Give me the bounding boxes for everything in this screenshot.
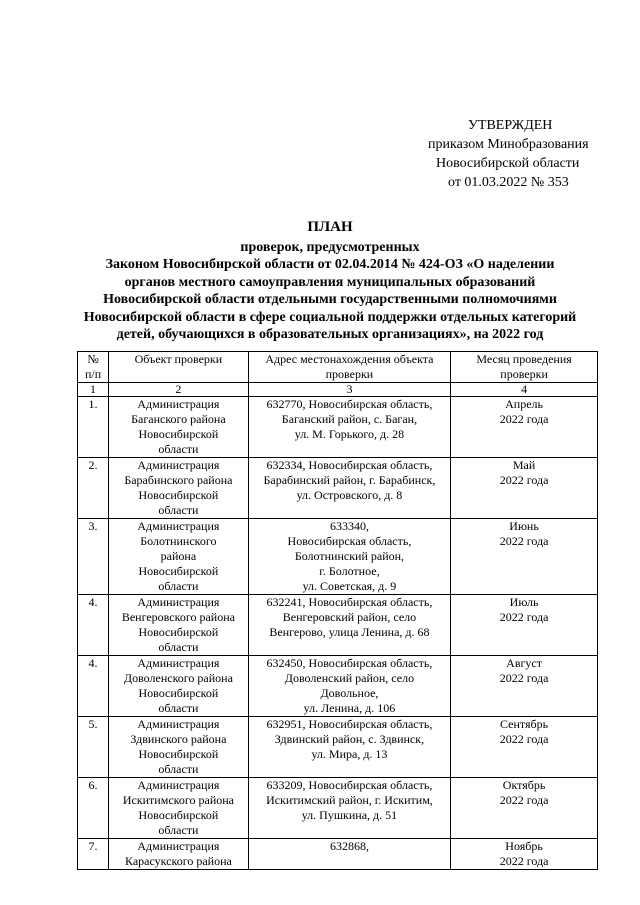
row-month: [451, 778, 598, 839]
header-num: [78, 352, 109, 383]
row-address: [248, 595, 450, 656]
row-month-line: Июнь: [509, 519, 539, 533]
row-month: [451, 519, 598, 595]
row-object: [109, 656, 249, 717]
row-address-line: 633340,: [329, 519, 369, 533]
row-month-line: Август: [506, 656, 542, 670]
row-object-line: Администрация: [137, 778, 220, 792]
table-row: [78, 397, 598, 458]
header-month-line: Месяц проведения: [476, 352, 572, 366]
row-address-line: Новосибирская область,: [287, 534, 412, 548]
row-object-line: Новосибирской: [138, 686, 219, 700]
table-body: [78, 397, 598, 870]
row-object-line: Баганского района: [131, 412, 226, 426]
row-number: 1.: [78, 397, 109, 458]
row-object-line: района: [160, 549, 197, 563]
row-month-line: Апрель: [505, 397, 543, 411]
title-line: Новосибирской области отдельными государственными полномочиями: [103, 292, 557, 307]
row-object: [109, 458, 249, 519]
row-object-line: Новосибирской: [138, 625, 219, 639]
row-object-line: области: [158, 503, 199, 517]
header-address-line: проверки: [325, 367, 374, 381]
row-address: [248, 717, 450, 778]
row-address-line: Барабинский район, г. Барабинск,: [263, 473, 436, 487]
row-month: [451, 839, 598, 870]
row-number: 5.: [78, 717, 109, 778]
row-month: [451, 595, 598, 656]
row-object-line: Новосибирской: [138, 488, 219, 502]
row-object-line: области: [158, 701, 199, 715]
row-month-line: 2022 года: [499, 534, 549, 548]
header-address: [248, 352, 450, 383]
row-address-line: ул. Мира, д. 13: [311, 747, 388, 761]
title-line: Новосибирской области в сфере социальной поддержки отдельных категорий: [83, 309, 577, 325]
document-title: [60, 219, 600, 344]
row-month-line: 2022 года: [499, 473, 549, 487]
row-address-line: ул. М. Горького, д. 28: [294, 427, 405, 441]
row-object-line: области: [158, 823, 199, 837]
row-object-line: Барабинского района: [124, 473, 233, 487]
row-month-line: Июль: [509, 595, 539, 609]
row-object-line: области: [158, 579, 199, 593]
row-object-line: Администрация: [137, 595, 220, 609]
row-address-line: 633209, Новосибирская область,: [266, 778, 433, 792]
row-address: [248, 778, 450, 839]
row-address-line: ул. Островского, д. 8: [296, 488, 403, 502]
row-month-line: 2022 года: [499, 793, 549, 807]
row-object-line: Администрация: [137, 458, 220, 472]
row-address-line: 632770, Новосибирская область,: [266, 397, 433, 411]
row-month-line: 2022 года: [499, 732, 549, 746]
row-object-line: Новосибирской: [138, 808, 219, 822]
row-object-line: Болотнинского: [140, 534, 217, 548]
row-address: [248, 458, 450, 519]
row-address-line: Довольное,: [320, 686, 379, 700]
row-object-line: Администрация: [137, 519, 220, 533]
header-num-line: №: [87, 352, 99, 366]
row-object: [109, 717, 249, 778]
row-number: 4.: [78, 595, 109, 656]
inspection-plan-table: [77, 351, 598, 870]
row-address-line: г. Болотное,: [319, 564, 380, 578]
column-number-row: [78, 383, 598, 397]
row-object-line: области: [158, 442, 199, 456]
header-address-line: Адрес местонахождения объекта: [265, 352, 434, 366]
approval-order: приказом Минобразования: [428, 137, 589, 152]
row-address-line: 632868,: [329, 839, 369, 853]
row-object-line: Новосибирской: [138, 427, 219, 441]
row-object: [109, 397, 249, 458]
row-address-line: ул. Ленина, д. 106: [303, 701, 396, 715]
row-month-line: 2022 года: [499, 610, 549, 624]
row-object-line: Доволенского района: [123, 671, 233, 685]
row-address: [248, 656, 450, 717]
row-object: [109, 778, 249, 839]
row-address: [248, 397, 450, 458]
row-address-line: Здвинский район, с. Здвинск,: [274, 732, 425, 746]
row-address-line: Доволенский район, село: [284, 671, 415, 685]
column-number: 3: [248, 383, 450, 397]
row-address-line: ул. Советская, д. 9: [302, 579, 397, 593]
row-address-line: 632334, Новосибирская область,: [266, 458, 433, 472]
approval-region: Новосибирской области: [436, 156, 580, 171]
row-month-line: Октябрь: [502, 778, 546, 792]
row-address-line: 632951, Новосибирская область,: [266, 717, 433, 731]
row-address-line: Венгерово, улица Ленина, д. 68: [269, 625, 430, 639]
row-month-line: Май: [512, 458, 536, 472]
row-object-line: Администрация: [137, 717, 220, 731]
table-row: [78, 458, 598, 519]
row-object: [109, 839, 249, 870]
row-object-line: Карасукского района: [124, 854, 232, 868]
approval-stamp: [400, 116, 640, 192]
row-address: [248, 839, 450, 870]
row-number: 2.: [78, 458, 109, 519]
header-month-line: проверки: [500, 367, 548, 381]
row-address-line: Искитимский район, г. Искитим,: [266, 793, 433, 807]
header-object: Объект проверки: [109, 352, 249, 383]
row-object-line: области: [158, 762, 199, 776]
title-line: детей, обучающихся в образовательных организациях», на 2022 год: [116, 327, 544, 342]
title-line: органов местного самоуправления муниципальных образований: [124, 274, 536, 290]
row-object-line: Здвинского района: [130, 732, 227, 746]
column-number: 2: [109, 383, 249, 397]
row-object-line: области: [158, 640, 199, 654]
table-row: [78, 595, 598, 656]
title-line: проверок, предусмотренных: [240, 239, 420, 255]
table-row: [78, 778, 598, 839]
row-object-line: Администрация: [137, 839, 220, 853]
row-object-line: Администрация: [137, 397, 220, 411]
table-row: [78, 839, 598, 870]
row-month: [451, 458, 598, 519]
row-object-line: Администрация: [137, 656, 220, 670]
row-number: 3.: [78, 519, 109, 595]
column-number: 4: [451, 383, 598, 397]
column-number: 1: [78, 383, 109, 397]
row-address-line: Венгеровский район, село: [282, 610, 417, 624]
table-row: [78, 656, 598, 717]
table-row: [78, 519, 598, 595]
row-address-line: 632241, Новосибирская область,: [266, 595, 433, 609]
header-num-line: п/п: [84, 367, 102, 381]
header-month: [451, 352, 598, 383]
row-number: 7.: [78, 839, 109, 870]
row-number: 4.: [78, 656, 109, 717]
row-address-line: ул. Пушкина, д. 51: [301, 808, 398, 822]
row-address-line: Баганский район, с. Баган,: [281, 412, 418, 426]
row-month-line: 2022 года: [499, 412, 549, 426]
row-address-line: 632450, Новосибирская область,: [266, 656, 433, 670]
row-object-line: Искитимского района: [122, 793, 234, 807]
row-number: 6.: [78, 778, 109, 839]
row-object-line: Новосибирской: [138, 564, 219, 578]
row-month: [451, 397, 598, 458]
row-month: [451, 717, 598, 778]
row-address-line: Болотнинский район,: [294, 549, 405, 563]
row-month-line: Ноябрь: [505, 839, 543, 853]
table-row: [78, 717, 598, 778]
row-object-line: Венгеровского района: [121, 610, 235, 624]
row-month-line: 2022 года: [499, 671, 549, 685]
row-address: [248, 519, 450, 595]
row-month-line: Сентябрь: [500, 717, 549, 731]
approval-date: от 01.03.2022 № 353: [448, 175, 569, 190]
row-month: [451, 656, 598, 717]
row-month-line: 2022 года: [499, 854, 549, 868]
row-object: [109, 595, 249, 656]
table-header-row: [78, 352, 598, 383]
title-line: Законом Новосибирской области от 02.04.2014 № 424-ОЗ «О наделении: [105, 257, 555, 272]
row-object: [109, 519, 249, 595]
row-object-line: Новосибирской: [138, 747, 219, 761]
plan-heading: ПЛАН: [307, 219, 353, 235]
approval-status: УТВЕРЖДЕН: [468, 118, 553, 133]
